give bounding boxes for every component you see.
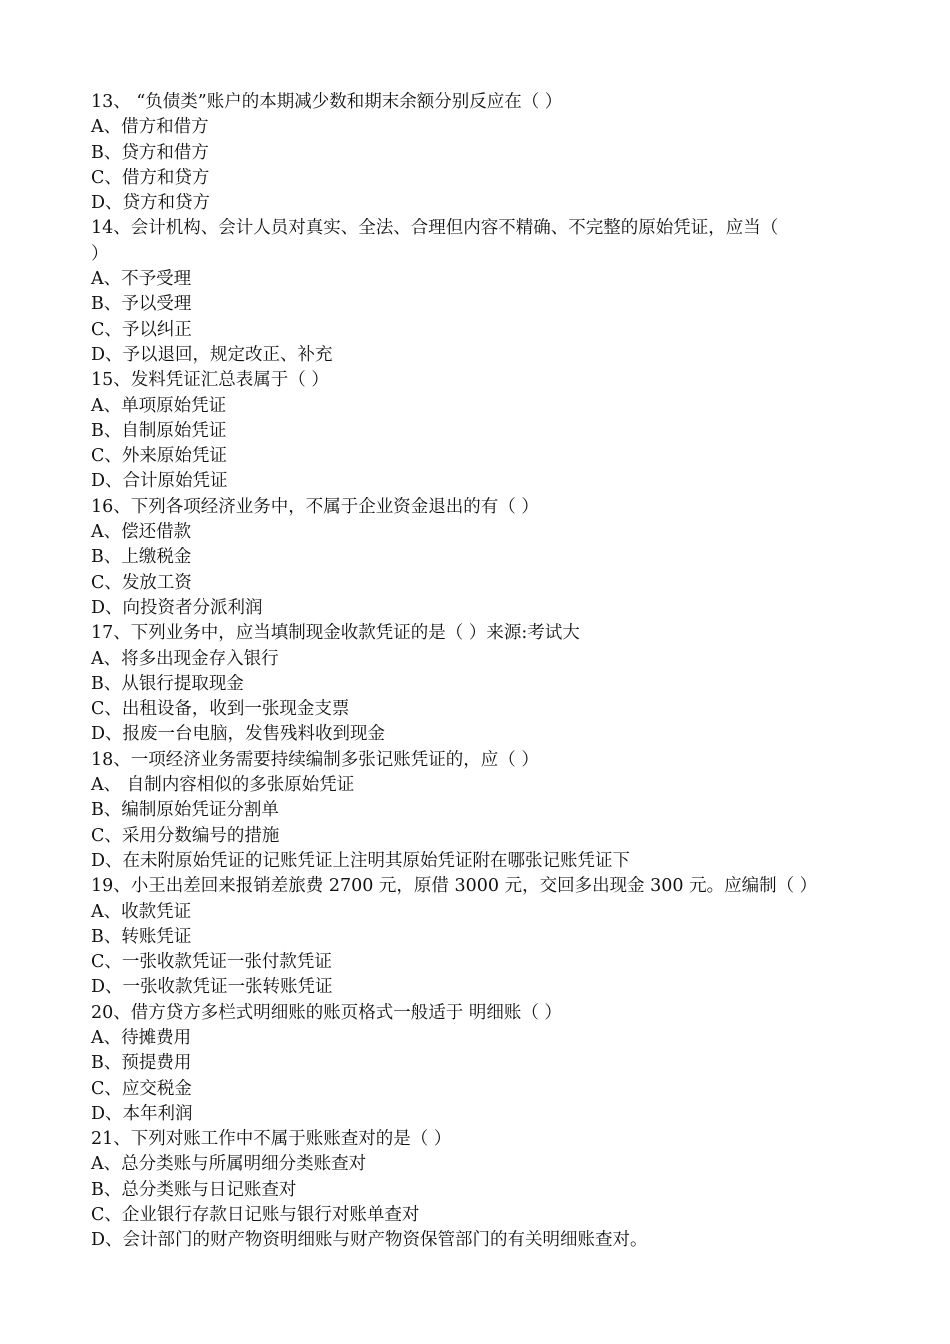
question-stem: 20、借方贷方多栏式明细账的账页格式一般适于 明细账（ ） <box>91 1002 562 1023</box>
option-c: C、一张收款凭证一张付款凭证 <box>91 952 332 973</box>
question-21 <box>91 1127 851 1253</box>
option-a: A、借方和借方 <box>91 117 209 138</box>
option-d: D、一张收款凭证一张转账凭证 <box>91 977 333 998</box>
question-stem: 21、下列对账工作中不属于账账查对的是（ ） <box>91 1129 452 1150</box>
option-a: A、不予受理 <box>91 269 192 290</box>
option-b: B、贷方和借方 <box>91 142 209 163</box>
option-c: C、予以纠正 <box>91 319 192 340</box>
option-d: D、在未附原始凭证的记账凭证上注明其原始凭证附在哪张记账凭证下 <box>91 850 631 871</box>
option-c: C、外来原始凭证 <box>91 446 227 467</box>
question-stem: 13、 “负债类”账户的本期减少数和期末余额分别反应在（ ） <box>91 92 563 112</box>
option-b: B、自制原始凭证 <box>91 420 227 441</box>
option-d: D、本年利润 <box>91 1103 193 1124</box>
document-page <box>91 90 851 1254</box>
question-stem-continuation: ） <box>91 243 109 264</box>
option-a: A、偿还借款 <box>91 522 192 543</box>
option-a: A、总分类账与所属明细分类账查对 <box>91 1154 367 1175</box>
question-13 <box>91 90 851 216</box>
option-d: D、会计部门的财产物资明细账与财产物资保管部门的有关明细账查对。 <box>91 1230 648 1251</box>
question-20 <box>91 1001 851 1127</box>
option-d: D、报废一台电脑，发售残料收到现金 <box>91 724 386 745</box>
option-c: C、出租设备，收到一张现金支票 <box>91 699 350 720</box>
option-c: C、应交税金 <box>91 1078 192 1099</box>
option-b: B、转账凭证 <box>91 926 192 947</box>
option-c: C、发放工资 <box>91 572 192 593</box>
option-d: D、予以退回，规定改正、补充 <box>91 344 333 365</box>
option-b: B、上缴税金 <box>91 547 192 568</box>
option-a: A、收款凭证 <box>91 901 192 922</box>
question-stem: 19、小王出差回来报销差旅费 2700 元，原借 3000 元，交回多出现金 300 元。应编制（ ） <box>91 876 818 897</box>
option-a: A、待摊费用 <box>91 1027 192 1048</box>
question-stem: 15、发料凭证汇总表属于（ ） <box>91 370 329 391</box>
option-c: C、借方和贷方 <box>91 167 210 188</box>
question-stem: 17、下列业务中，应当填制现金收款凭证的是（ ）来源:考试大 <box>91 623 580 644</box>
question-stem: 14、会计机构、会计人员对真实、全法、合理但内容不精确、不完整的原始凭证，应当（ <box>91 218 779 239</box>
question-17 <box>91 621 851 747</box>
option-a: A、 自制内容相似的多张原始凭证 <box>91 775 355 796</box>
option-b: B、从银行提取现金 <box>91 673 244 694</box>
question-stem: 16、下列各项经济业务中，不属于企业资金退出的有（ ） <box>91 496 539 517</box>
option-b: B、预提费用 <box>91 1053 192 1074</box>
question-15 <box>91 368 851 494</box>
option-c: C、企业银行存款日记账与银行对账单查对 <box>91 1205 420 1226</box>
question-14 <box>91 216 851 368</box>
question-18 <box>91 748 851 874</box>
option-b: B、予以受理 <box>91 294 192 315</box>
option-d: D、合计原始凭证 <box>91 471 228 492</box>
option-c: C、采用分数编号的措施 <box>91 825 280 846</box>
option-a: A、将多出现金存入银行 <box>91 648 279 669</box>
option-d: D、向投资者分派利润 <box>91 597 263 618</box>
option-d: D、贷方和贷方 <box>91 193 211 214</box>
option-b: B、编制原始凭证分割单 <box>91 800 279 821</box>
question-19 <box>91 874 851 1000</box>
question-16 <box>91 495 851 621</box>
question-stem: 18、一项经济业务需要持续编制多张记账凭证的，应（ ） <box>91 749 539 770</box>
option-a: A、单项原始凭证 <box>91 395 227 416</box>
option-b: B、总分类账与日记账查对 <box>91 1179 297 1200</box>
